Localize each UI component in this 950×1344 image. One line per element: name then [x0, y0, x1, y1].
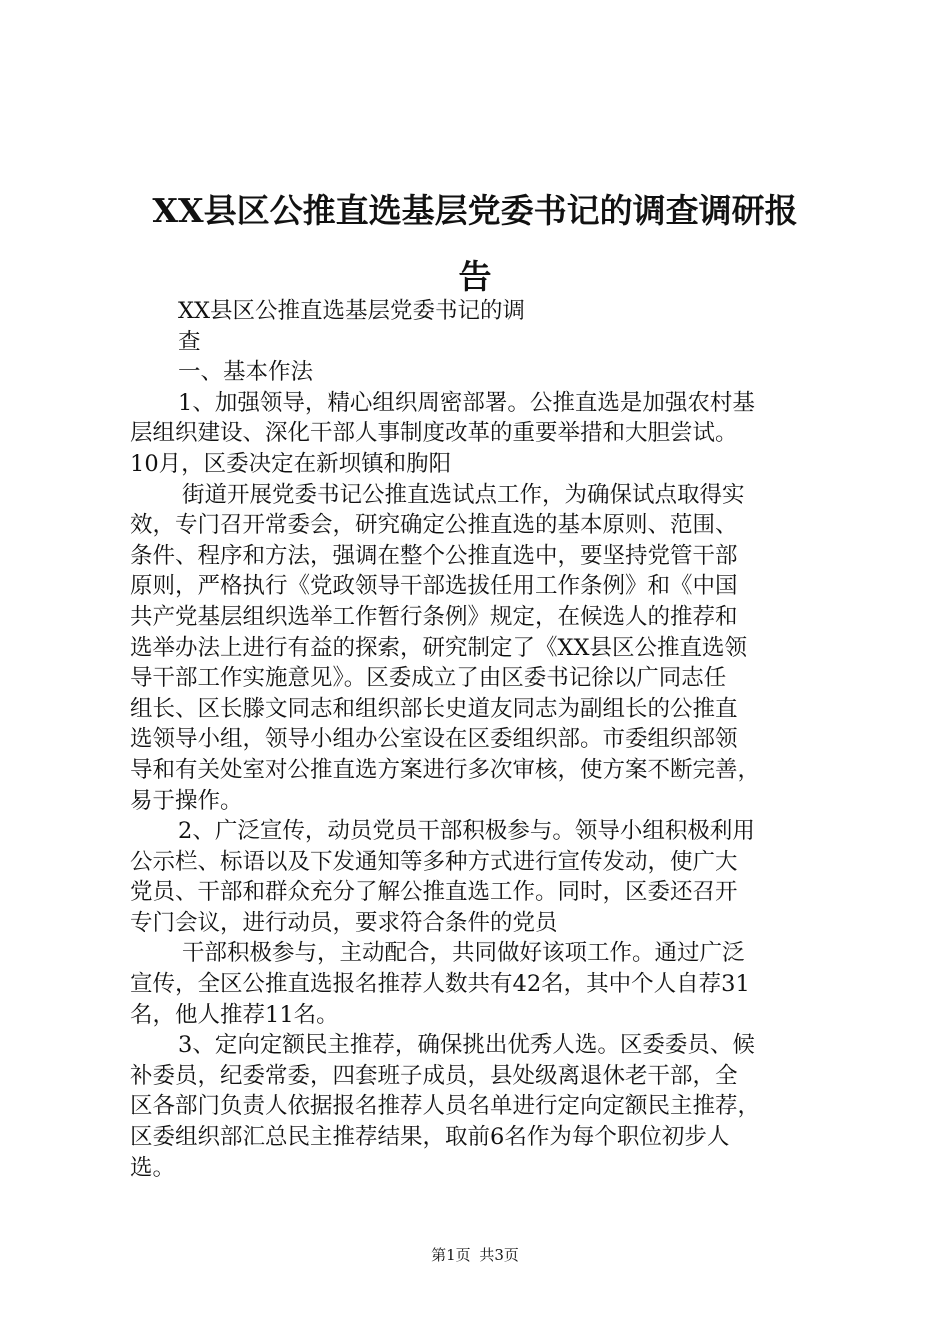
text-line: 查	[178, 328, 201, 355]
text-line: 区委组织部汇总民主推荐结果，取前6名作为每个职位初步人	[130, 1124, 730, 1151]
text-line: 街道开展党委书记公推直选试点工作，为确保试点取得实	[182, 481, 745, 508]
document-title	[130, 178, 820, 310]
text-line: 党员、干部和群众充分了解公推直选工作。同时，区委还召开	[130, 879, 738, 906]
text-line: 共产党基层组织选举工作暂行条例》规定，在候选人的推荐和	[130, 603, 738, 630]
title-line-1: XX县区公推直选基层党委书记的调查调研报	[152, 191, 798, 230]
page-total: 共3页	[479, 1246, 519, 1264]
page-number: 第1页	[431, 1246, 471, 1264]
text-line: 选举办法上进行有益的探索，研究制定了《XX县区公推直选领	[130, 634, 748, 661]
text-line: XX县区公推直选基层党委书记的调	[178, 298, 526, 324]
page-footer	[0, 1245, 950, 1265]
text-line: 2、广泛宣传，动员党员干部积极参与。领导小组积极利用	[178, 818, 755, 845]
text-line: 3、定向定额民主推荐，确保挑出优秀人选。区委委员、候	[178, 1032, 755, 1059]
text-line: 导干部工作实施意见》。区委成立了由区委书记徐以广同志任	[130, 665, 727, 692]
text-line: 一、基本作法	[178, 359, 314, 386]
text-line: 效，专门召开常委会，研究确定公推直选的基本原则、范围、	[130, 512, 738, 539]
text-line: 选领导小组，领导小组办公室设在区委组织部。市委组织部领	[130, 726, 738, 753]
text-line: 1、加强领导，精心组织周密部署。公推直选是加强农村基	[178, 389, 755, 416]
title-line-2: 告	[458, 257, 492, 296]
text-line: 公示栏、标语以及下发通知等多种方式进行宣传发动，使广大	[130, 848, 738, 875]
text-line: 组长、区长滕文同志和组织部长史道友同志为副组长的公推直	[130, 695, 738, 722]
text-line: 区各部门负责人依据报名推荐人员名单进行定向定额民主推荐，	[130, 1093, 761, 1120]
document-body	[130, 296, 830, 1183]
text-line: 宣传，全区公推直选报名推荐人数共有42名，其中个人自荐31	[130, 971, 750, 998]
text-line: 干部积极参与，主动配合，共同做好该项工作。通过广泛	[182, 940, 745, 967]
text-line: 10月，区委决定在新坝镇和朐阳	[130, 450, 452, 477]
text-line: 导和有关处室对公推直选方案进行多次审核，使方案不断完善，	[130, 756, 761, 783]
text-line: 选。	[130, 1154, 176, 1181]
text-line: 补委员，纪委常委，四套班子成员，县处级离退休老干部，全	[130, 1062, 738, 1089]
text-line: 条件、程序和方法，强调在整个公推直选中，要坚持党管干部	[130, 542, 738, 569]
text-line: 名，他人推荐11名。	[130, 1001, 339, 1028]
text-line: 原则，严格执行《党政领导干部选拔任用工作条例》和《中国	[130, 573, 738, 600]
text-line: 专门会议，进行动员，要求符合条件的党员	[130, 909, 558, 936]
text-line: 层组织建设、深化干部人事制度改革的重要举措和大胆尝试。	[130, 420, 738, 447]
text-line: 易于操作。	[130, 787, 243, 814]
